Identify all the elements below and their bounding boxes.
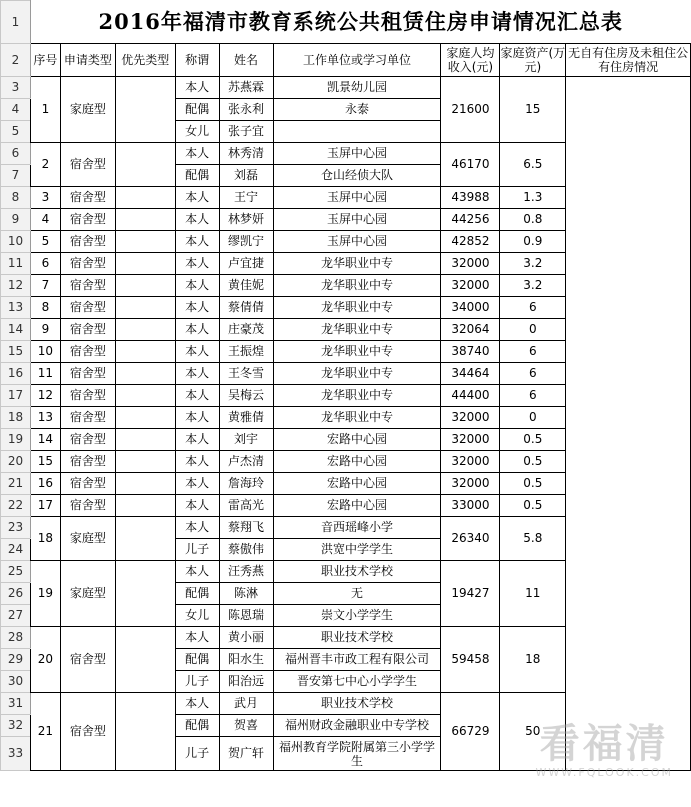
header-workplace[interactable]: 工作单位或学习单位	[273, 44, 441, 77]
assets-cell[interactable]: 3.2	[500, 253, 566, 275]
name-cell[interactable]: 黄佳妮	[219, 275, 273, 297]
type-cell[interactable]: 宿舍型	[60, 429, 115, 451]
assets-cell[interactable]: 0	[500, 319, 566, 341]
seq-cell[interactable]: 13	[30, 407, 60, 429]
row-number[interactable]: 30	[1, 671, 31, 693]
workplace-cell[interactable]: 宏路中心园	[273, 451, 441, 473]
income-cell[interactable]: 38740	[441, 341, 500, 363]
row-number[interactable]: 33	[1, 737, 31, 771]
name-cell[interactable]: 陈恩瑞	[219, 605, 273, 627]
type-cell[interactable]: 宿舍型	[60, 319, 115, 341]
workplace-cell[interactable]: 福州教育学院附属第三小学学生	[273, 737, 441, 771]
watermark-main: 看福清	[539, 721, 669, 767]
workplace-cell[interactable]: 玉屏中心园	[273, 231, 441, 253]
name-cell[interactable]: 林梦妍	[219, 209, 273, 231]
row-number[interactable]: 12	[1, 275, 31, 297]
workplace-cell[interactable]: 凯景幼儿园	[273, 77, 441, 99]
priority-cell[interactable]	[115, 77, 175, 143]
name-cell[interactable]: 贺广轩	[219, 737, 273, 771]
relation-cell[interactable]: 本人	[175, 143, 219, 165]
row-number[interactable]: 15	[1, 341, 31, 363]
income-cell[interactable]: 32000	[441, 275, 500, 297]
workplace-cell[interactable]: 职业技术学校	[273, 627, 441, 649]
seq-cell[interactable]: 14	[30, 429, 60, 451]
assets-cell[interactable]: 0	[500, 407, 566, 429]
relation-cell[interactable]: 本人	[175, 231, 219, 253]
row-number[interactable]: 25	[1, 561, 31, 583]
assets-cell[interactable]: 6	[500, 363, 566, 385]
relation-cell[interactable]: 本人	[175, 209, 219, 231]
priority-cell[interactable]	[115, 209, 175, 231]
row-number[interactable]: 24	[1, 539, 31, 561]
seq-cell[interactable]: 16	[30, 473, 60, 495]
assets-cell[interactable]: 6	[500, 297, 566, 319]
name-cell[interactable]: 蔡傲伟	[219, 539, 273, 561]
seq-cell[interactable]: 17	[30, 495, 60, 517]
priority-cell[interactable]	[115, 495, 175, 517]
row-number[interactable]: 23	[1, 517, 31, 539]
relation-cell[interactable]: 本人	[175, 385, 219, 407]
assets-cell[interactable]: 11	[500, 561, 566, 627]
assets-cell[interactable]: 0.9	[500, 231, 566, 253]
seq-cell[interactable]: 10	[30, 341, 60, 363]
relation-cell[interactable]: 女儿	[175, 121, 219, 143]
income-cell[interactable]: 42852	[441, 231, 500, 253]
priority-cell[interactable]	[115, 561, 175, 627]
row-number[interactable]: 16	[1, 363, 31, 385]
name-cell[interactable]: 刘宇	[219, 429, 273, 451]
workplace-cell[interactable]	[273, 121, 441, 143]
priority-cell[interactable]	[115, 231, 175, 253]
seq-cell[interactable]: 6	[30, 253, 60, 275]
row-number[interactable]: 31	[1, 693, 31, 715]
type-cell[interactable]: 宿舍型	[60, 693, 115, 771]
priority-cell[interactable]	[115, 319, 175, 341]
name-cell[interactable]: 王冬雪	[219, 363, 273, 385]
income-cell[interactable]: 34000	[441, 297, 500, 319]
workplace-cell[interactable]: 永泰	[273, 99, 441, 121]
header-housing[interactable]: 无自有住房及未租住公有住房情况	[566, 44, 691, 77]
assets-cell[interactable]: 18	[500, 627, 566, 693]
relation-cell[interactable]: 本人	[175, 561, 219, 583]
type-cell[interactable]: 宿舍型	[60, 297, 115, 319]
table-row	[1, 44, 691, 77]
seq-cell[interactable]: 4	[30, 209, 60, 231]
income-cell[interactable]: 32000	[441, 407, 500, 429]
row-number[interactable]: 1	[1, 1, 31, 44]
row-number[interactable]: 21	[1, 473, 31, 495]
workplace-cell[interactable]: 龙华职业中专	[273, 341, 441, 363]
name-cell[interactable]: 雷高光	[219, 495, 273, 517]
header-relation[interactable]: 称谓	[175, 44, 219, 77]
workplace-cell[interactable]: 龙华职业中专	[273, 297, 441, 319]
workplace-cell[interactable]: 龙华职业中专	[273, 407, 441, 429]
header-income[interactable]: 家庭人均收入(元)	[441, 44, 500, 77]
workplace-cell[interactable]: 宏路中心园	[273, 429, 441, 451]
seq-cell[interactable]: 5	[30, 231, 60, 253]
type-cell[interactable]: 宿舍型	[60, 451, 115, 473]
row-number[interactable]: 32	[1, 715, 31, 737]
workplace-cell[interactable]: 仓山经侦大队	[273, 165, 441, 187]
priority-cell[interactable]	[115, 341, 175, 363]
workplace-cell[interactable]: 玉屏中心园	[273, 209, 441, 231]
priority-cell[interactable]	[115, 627, 175, 693]
relation-cell[interactable]: 配偶	[175, 99, 219, 121]
name-cell[interactable]: 武月	[219, 693, 273, 715]
assets-cell[interactable]: 6	[500, 341, 566, 363]
housing-cell[interactable]	[566, 77, 691, 771]
header-type[interactable]: 申请类型	[60, 44, 115, 77]
row-number[interactable]: 22	[1, 495, 31, 517]
relation-cell[interactable]: 本人	[175, 517, 219, 539]
header-seq[interactable]: 序号	[30, 44, 60, 77]
relation-cell[interactable]: 配偶	[175, 165, 219, 187]
name-cell[interactable]: 王振煌	[219, 341, 273, 363]
relation-cell[interactable]: 本人	[175, 187, 219, 209]
income-cell[interactable]: 26340	[441, 517, 500, 561]
header-priority[interactable]: 优先类型	[115, 44, 175, 77]
row-number[interactable]: 13	[1, 297, 31, 319]
income-cell[interactable]: 33000	[441, 495, 500, 517]
type-cell[interactable]: 宿舍型	[60, 473, 115, 495]
name-cell[interactable]: 汪秀燕	[219, 561, 273, 583]
income-cell[interactable]: 44256	[441, 209, 500, 231]
name-cell[interactable]: 林秀清	[219, 143, 273, 165]
relation-cell[interactable]: 配偶	[175, 649, 219, 671]
row-number[interactable]: 6	[1, 143, 31, 165]
assets-cell[interactable]: 5.8	[500, 517, 566, 561]
assets-cell[interactable]: 0.5	[500, 451, 566, 473]
income-cell[interactable]: 66729	[441, 693, 500, 771]
workplace-cell[interactable]: 宏路中心园	[273, 473, 441, 495]
name-cell[interactable]: 黄小丽	[219, 627, 273, 649]
type-cell[interactable]: 家庭型	[60, 517, 115, 561]
relation-cell[interactable]: 本人	[175, 341, 219, 363]
name-cell[interactable]: 卢宜捷	[219, 253, 273, 275]
seq-cell[interactable]: 15	[30, 451, 60, 473]
priority-cell[interactable]	[115, 143, 175, 187]
row-number[interactable]: 3	[1, 77, 31, 99]
row-number[interactable]: 29	[1, 649, 31, 671]
name-cell[interactable]: 蔡翔飞	[219, 517, 273, 539]
relation-cell[interactable]: 本人	[175, 451, 219, 473]
type-cell[interactable]: 宿舍型	[60, 341, 115, 363]
relation-cell[interactable]: 本人	[175, 429, 219, 451]
relation-cell[interactable]: 本人	[175, 495, 219, 517]
priority-cell[interactable]	[115, 517, 175, 561]
name-cell[interactable]: 张永利	[219, 99, 273, 121]
type-cell[interactable]: 宿舍型	[60, 385, 115, 407]
type-cell[interactable]: 家庭型	[60, 561, 115, 627]
row-number[interactable]: 10	[1, 231, 31, 253]
workplace-cell[interactable]: 龙华职业中专	[273, 275, 441, 297]
assets-cell[interactable]: 0.5	[500, 473, 566, 495]
type-cell[interactable]: 宿舍型	[60, 627, 115, 693]
watermark-sub: WWW.FQLOOK.COM	[535, 766, 673, 779]
relation-cell[interactable]: 本人	[175, 627, 219, 649]
seq-cell[interactable]: 7	[30, 275, 60, 297]
name-cell[interactable]: 黄雅倩	[219, 407, 273, 429]
row-number[interactable]: 7	[1, 165, 31, 187]
income-cell[interactable]: 32000	[441, 473, 500, 495]
name-cell[interactable]: 阳治远	[219, 671, 273, 693]
table-row	[1, 1, 691, 44]
seq-cell[interactable]: 11	[30, 363, 60, 385]
row-number[interactable]: 9	[1, 209, 31, 231]
name-cell[interactable]: 阳水生	[219, 649, 273, 671]
income-cell[interactable]: 34464	[441, 363, 500, 385]
type-cell[interactable]: 家庭型	[60, 77, 115, 143]
income-cell[interactable]: 32000	[441, 451, 500, 473]
relation-cell[interactable]: 本人	[175, 473, 219, 495]
workplace-cell[interactable]: 洪宽中学学生	[273, 539, 441, 561]
income-cell[interactable]: 19427	[441, 561, 500, 627]
assets-cell[interactable]: 50	[500, 693, 566, 771]
type-cell[interactable]: 宿舍型	[60, 275, 115, 297]
name-cell[interactable]: 陈淋	[219, 583, 273, 605]
type-cell[interactable]: 宿舍型	[60, 231, 115, 253]
priority-cell[interactable]	[115, 275, 175, 297]
type-cell[interactable]: 宿舍型	[60, 209, 115, 231]
priority-cell[interactable]	[115, 363, 175, 385]
seq-cell[interactable]: 1	[30, 77, 60, 143]
row-number[interactable]: 2	[1, 44, 31, 77]
header-name[interactable]: 姓名	[219, 44, 273, 77]
workplace-cell[interactable]: 职业技术学校	[273, 561, 441, 583]
priority-cell[interactable]	[115, 451, 175, 473]
name-cell[interactable]: 贺喜	[219, 715, 273, 737]
relation-cell[interactable]: 本人	[175, 275, 219, 297]
workplace-cell[interactable]: 玉屏中心园	[273, 187, 441, 209]
seq-cell[interactable]: 20	[30, 627, 60, 693]
type-cell[interactable]: 宿舍型	[60, 363, 115, 385]
assets-cell[interactable]: 3.2	[500, 275, 566, 297]
name-cell[interactable]: 王宁	[219, 187, 273, 209]
assets-cell[interactable]: 0.5	[500, 495, 566, 517]
income-cell[interactable]: 32000	[441, 429, 500, 451]
relation-cell[interactable]: 儿子	[175, 671, 219, 693]
seq-cell[interactable]: 21	[30, 693, 60, 771]
assets-cell[interactable]: 6	[500, 385, 566, 407]
row-number[interactable]: 27	[1, 605, 31, 627]
priority-cell[interactable]	[115, 407, 175, 429]
workplace-cell[interactable]: 龙华职业中专	[273, 363, 441, 385]
workplace-cell[interactable]: 无	[273, 583, 441, 605]
name-cell[interactable]: 庄豪茂	[219, 319, 273, 341]
assets-cell[interactable]: 1.3	[500, 187, 566, 209]
row-number[interactable]: 20	[1, 451, 31, 473]
priority-cell[interactable]	[115, 187, 175, 209]
table-row	[1, 77, 691, 99]
priority-cell[interactable]	[115, 385, 175, 407]
priority-cell[interactable]	[115, 297, 175, 319]
name-cell[interactable]: 苏燕霖	[219, 77, 273, 99]
name-cell[interactable]: 张子宜	[219, 121, 273, 143]
priority-cell[interactable]	[115, 693, 175, 771]
seq-cell[interactable]: 12	[30, 385, 60, 407]
workplace-cell[interactable]: 福州财政金融职业中专学校	[273, 715, 441, 737]
workplace-cell[interactable]: 龙华职业中专	[273, 253, 441, 275]
seq-cell[interactable]: 2	[30, 143, 60, 187]
seq-cell[interactable]: 8	[30, 297, 60, 319]
workplace-cell[interactable]: 崇文小学学生	[273, 605, 441, 627]
relation-cell[interactable]: 配偶	[175, 715, 219, 737]
income-cell[interactable]: 32000	[441, 253, 500, 275]
sheet-title[interactable]: 2016年福清市教育系统公共租赁住房申请情况汇总表	[30, 1, 690, 44]
relation-cell[interactable]: 本人	[175, 77, 219, 99]
row-number[interactable]: 19	[1, 429, 31, 451]
name-cell[interactable]: 卢杰清	[219, 451, 273, 473]
income-cell[interactable]: 43988	[441, 187, 500, 209]
relation-cell[interactable]: 本人	[175, 363, 219, 385]
workplace-cell[interactable]: 晋安第七中心小学学生	[273, 671, 441, 693]
workplace-cell[interactable]: 福州晋丰市政工程有限公司	[273, 649, 441, 671]
name-cell[interactable]: 刘磊	[219, 165, 273, 187]
income-cell[interactable]: 44400	[441, 385, 500, 407]
relation-cell[interactable]: 本人	[175, 407, 219, 429]
type-cell[interactable]: 宿舍型	[60, 253, 115, 275]
income-cell[interactable]: 59458	[441, 627, 500, 693]
assets-cell[interactable]: 0.8	[500, 209, 566, 231]
relation-cell[interactable]: 本人	[175, 297, 219, 319]
workplace-cell[interactable]: 龙华职业中专	[273, 319, 441, 341]
type-cell[interactable]: 宿舍型	[60, 143, 115, 187]
row-number[interactable]: 5	[1, 121, 31, 143]
workplace-cell[interactable]: 龙华职业中专	[273, 385, 441, 407]
name-cell[interactable]: 蔡倩倩	[219, 297, 273, 319]
seq-cell[interactable]: 19	[30, 561, 60, 627]
relation-cell[interactable]: 本人	[175, 253, 219, 275]
workplace-cell[interactable]: 宏路中心园	[273, 495, 441, 517]
relation-cell[interactable]: 本人	[175, 319, 219, 341]
row-number[interactable]: 11	[1, 253, 31, 275]
income-cell[interactable]: 46170	[441, 143, 500, 187]
row-number[interactable]: 28	[1, 627, 31, 649]
workplace-cell[interactable]: 玉屏中心园	[273, 143, 441, 165]
workplace-cell[interactable]: 音西瑶峰小学	[273, 517, 441, 539]
priority-cell[interactable]	[115, 429, 175, 451]
income-cell[interactable]: 21600	[441, 77, 500, 143]
relation-cell[interactable]: 本人	[175, 693, 219, 715]
relation-cell[interactable]: 配偶	[175, 583, 219, 605]
relation-cell[interactable]: 儿子	[175, 539, 219, 561]
row-number[interactable]: 14	[1, 319, 31, 341]
seq-cell[interactable]: 9	[30, 319, 60, 341]
relation-cell[interactable]: 儿子	[175, 737, 219, 771]
row-number[interactable]: 8	[1, 187, 31, 209]
seq-cell[interactable]: 3	[30, 187, 60, 209]
header-assets[interactable]: 家庭资产(万元)	[500, 44, 566, 77]
row-number[interactable]: 26	[1, 583, 31, 605]
assets-cell[interactable]: 0.5	[500, 429, 566, 451]
income-cell[interactable]: 32064	[441, 319, 500, 341]
priority-cell[interactable]	[115, 253, 175, 275]
type-cell[interactable]: 宿舍型	[60, 407, 115, 429]
relation-cell[interactable]: 女儿	[175, 605, 219, 627]
seq-cell[interactable]: 18	[30, 517, 60, 561]
name-cell[interactable]: 缪凯宁	[219, 231, 273, 253]
row-number[interactable]: 17	[1, 385, 31, 407]
priority-cell[interactable]	[115, 473, 175, 495]
row-number[interactable]: 4	[1, 99, 31, 121]
type-cell[interactable]: 宿舍型	[60, 495, 115, 517]
name-cell[interactable]: 詹海玲	[219, 473, 273, 495]
row-number[interactable]: 18	[1, 407, 31, 429]
name-cell[interactable]: 吴梅云	[219, 385, 273, 407]
assets-cell[interactable]: 15	[500, 77, 566, 143]
assets-cell[interactable]: 6.5	[500, 143, 566, 187]
type-cell[interactable]: 宿舍型	[60, 187, 115, 209]
workplace-cell[interactable]: 职业技术学校	[273, 693, 441, 715]
